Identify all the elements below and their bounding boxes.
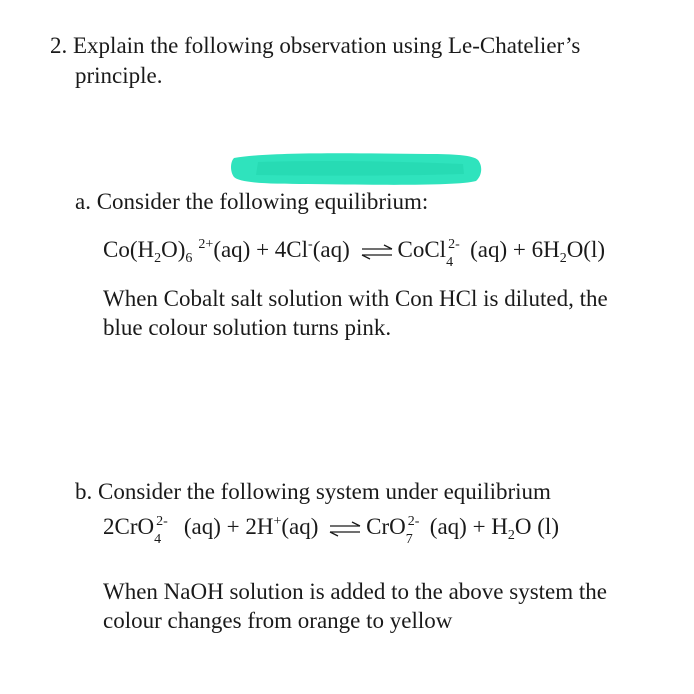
eq-b-term: (aq) [281, 514, 319, 539]
eq-a-term: (aq) + 4Cl [213, 237, 309, 262]
eq-a-sub: 2 [559, 251, 567, 266]
eq-b-term: (aq) + 2H [178, 514, 274, 539]
equation-a [103, 236, 606, 270]
question-title-continued: principle. [75, 63, 163, 88]
eq-a-term: CoCl [397, 237, 447, 262]
eq-b-sub: 4 [154, 532, 162, 547]
observation-b-line-2: colour changes from orange to yellow [103, 608, 453, 633]
equilibrium-arrow-icon [360, 244, 394, 260]
eq-b-charge: 2- [156, 514, 168, 529]
observation-a-line-1: When Cobalt salt solution with Con HCl is diluted, the [103, 286, 608, 311]
eq-a-sub: 4 [446, 255, 454, 270]
eq-a-term: O) [161, 237, 186, 262]
eq-b-term: 2CrO [103, 514, 155, 539]
equilibrium-arrow-icon [328, 521, 362, 537]
eq-b-term: (aq) + H [429, 514, 508, 539]
redaction-highlight [228, 150, 484, 188]
eq-a-charge: 2- [448, 237, 460, 252]
observation-a-line-2: blue colour solution turns pink. [103, 315, 392, 340]
eq-a-term: (aq) [312, 237, 350, 262]
eq-a-sub: 2 [154, 251, 162, 266]
eq-b-term: O (l) [514, 514, 559, 539]
eq-b-charge: 2- [407, 514, 420, 529]
observation-b-line-1: When NaOH solution is added to the above system the [103, 579, 607, 604]
eq-b-charge: + [273, 514, 282, 529]
eq-b-sub: 2 [507, 528, 515, 543]
part-b-label: b. Consider the following system under equilibrium [75, 479, 551, 504]
question-title: 2. Explain the following observation using Le-Chatelier’s [50, 33, 581, 58]
equation-b [103, 513, 559, 547]
part-a-label: a. Consider the following equilibrium: [75, 189, 429, 214]
eq-a-charge: - [308, 237, 313, 252]
eq-a-term: O(l) [566, 237, 606, 262]
eq-a-term: (aq) + 6H [470, 237, 560, 262]
eq-b-sub: 7 [405, 532, 413, 547]
eq-a-charge: 2+ [198, 237, 214, 252]
eq-a-sub: 6 [185, 251, 193, 266]
eq-b-term: CrO [366, 514, 406, 539]
eq-a-term: Co(H [103, 237, 155, 262]
